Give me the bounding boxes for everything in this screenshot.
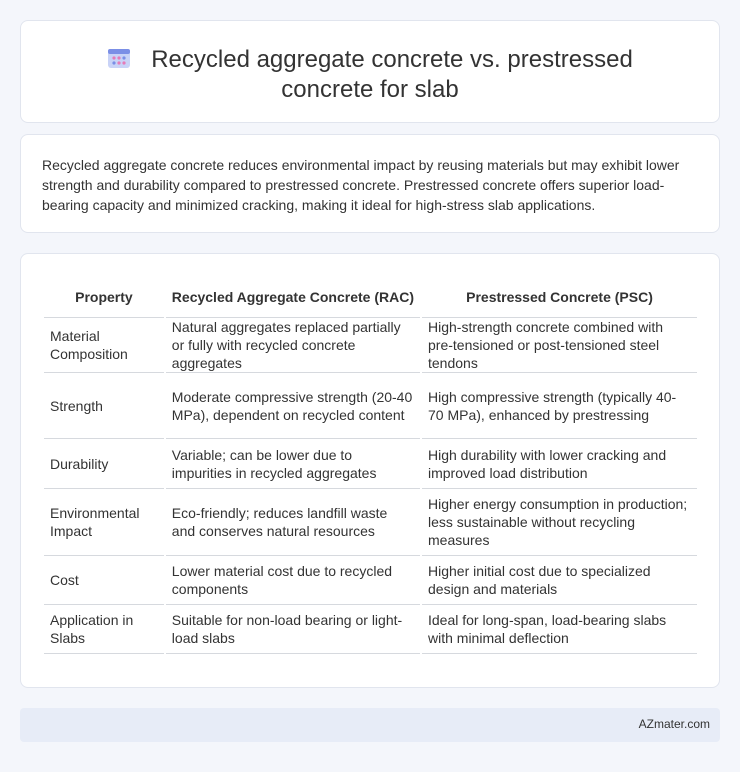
row-property: Durability	[44, 439, 164, 489]
row-rac-value: Natural aggregates replaced partially or fully with recycled concrete aggregates	[166, 318, 420, 373]
comparison-table-card	[20, 253, 720, 688]
row-psc-value: High compressive strength (typically 40-70 MPa), enhanced by prestressing	[422, 373, 697, 439]
table-row	[44, 556, 697, 605]
comparison-table	[42, 276, 699, 654]
page-title	[21, 45, 719, 105]
row-rac-value: Variable; can be lower due to impurities in recycled aggregates	[166, 439, 420, 489]
table-row	[44, 318, 697, 373]
row-rac-value: Suitable for non-load bearing or light-load slabs	[166, 605, 420, 654]
row-property: Application in Slabs	[44, 605, 164, 654]
footer-bar	[20, 708, 720, 742]
row-rac-value: Lower material cost due to recycled components	[166, 556, 420, 605]
page-title-text: Recycled aggregate concrete vs. prestressed concrete for slab	[151, 46, 633, 103]
footer-brand[interactable]: AZmater.com	[638, 717, 710, 731]
title-card	[20, 20, 720, 123]
row-psc-value: Higher initial cost due to specialized design and materials	[422, 556, 697, 605]
table-header-row	[44, 276, 697, 318]
summary-text: Recycled aggregate concrete reduces environmental impact by reusing materials but may exhibit lower strength and durability compared to prestressed concrete. Prestressed concrete offers superior load-bearing capacity and minimized cracking, making it ideal for high-stress slab applications.	[42, 157, 680, 213]
row-property: Cost	[44, 556, 164, 605]
row-property: Material Composition	[44, 318, 164, 373]
header-psc: Prestressed Concrete (PSC)	[422, 276, 697, 318]
table-row	[44, 605, 697, 654]
table-row	[44, 373, 697, 439]
header-property: Property	[44, 276, 164, 318]
row-rac-value: Moderate compressive strength (20-40 MPa), dependent on recycled content	[166, 373, 420, 439]
row-psc-value: High durability with lower cracking and improved load distribution	[422, 439, 697, 489]
row-rac-value: Eco-friendly; reduces landfill waste and conserves natural resources	[166, 489, 420, 556]
row-property: Strength	[44, 373, 164, 439]
summary-card	[20, 134, 720, 233]
table-row	[44, 439, 697, 489]
table-row	[44, 489, 697, 556]
row-psc-value: Ideal for long-span, load-bearing slabs with minimal deflection	[422, 605, 697, 654]
calendar-grid-icon	[107, 47, 131, 69]
row-psc-value: Higher energy consumption in production; less sustainable without recycling measures	[422, 489, 697, 556]
header-rac: Recycled Aggregate Concrete (RAC)	[166, 276, 420, 318]
row-property: Environmental Impact	[44, 489, 164, 556]
row-psc-value: High-strength concrete combined with pre-tensioned or post-tensioned steel tendons	[422, 318, 697, 373]
